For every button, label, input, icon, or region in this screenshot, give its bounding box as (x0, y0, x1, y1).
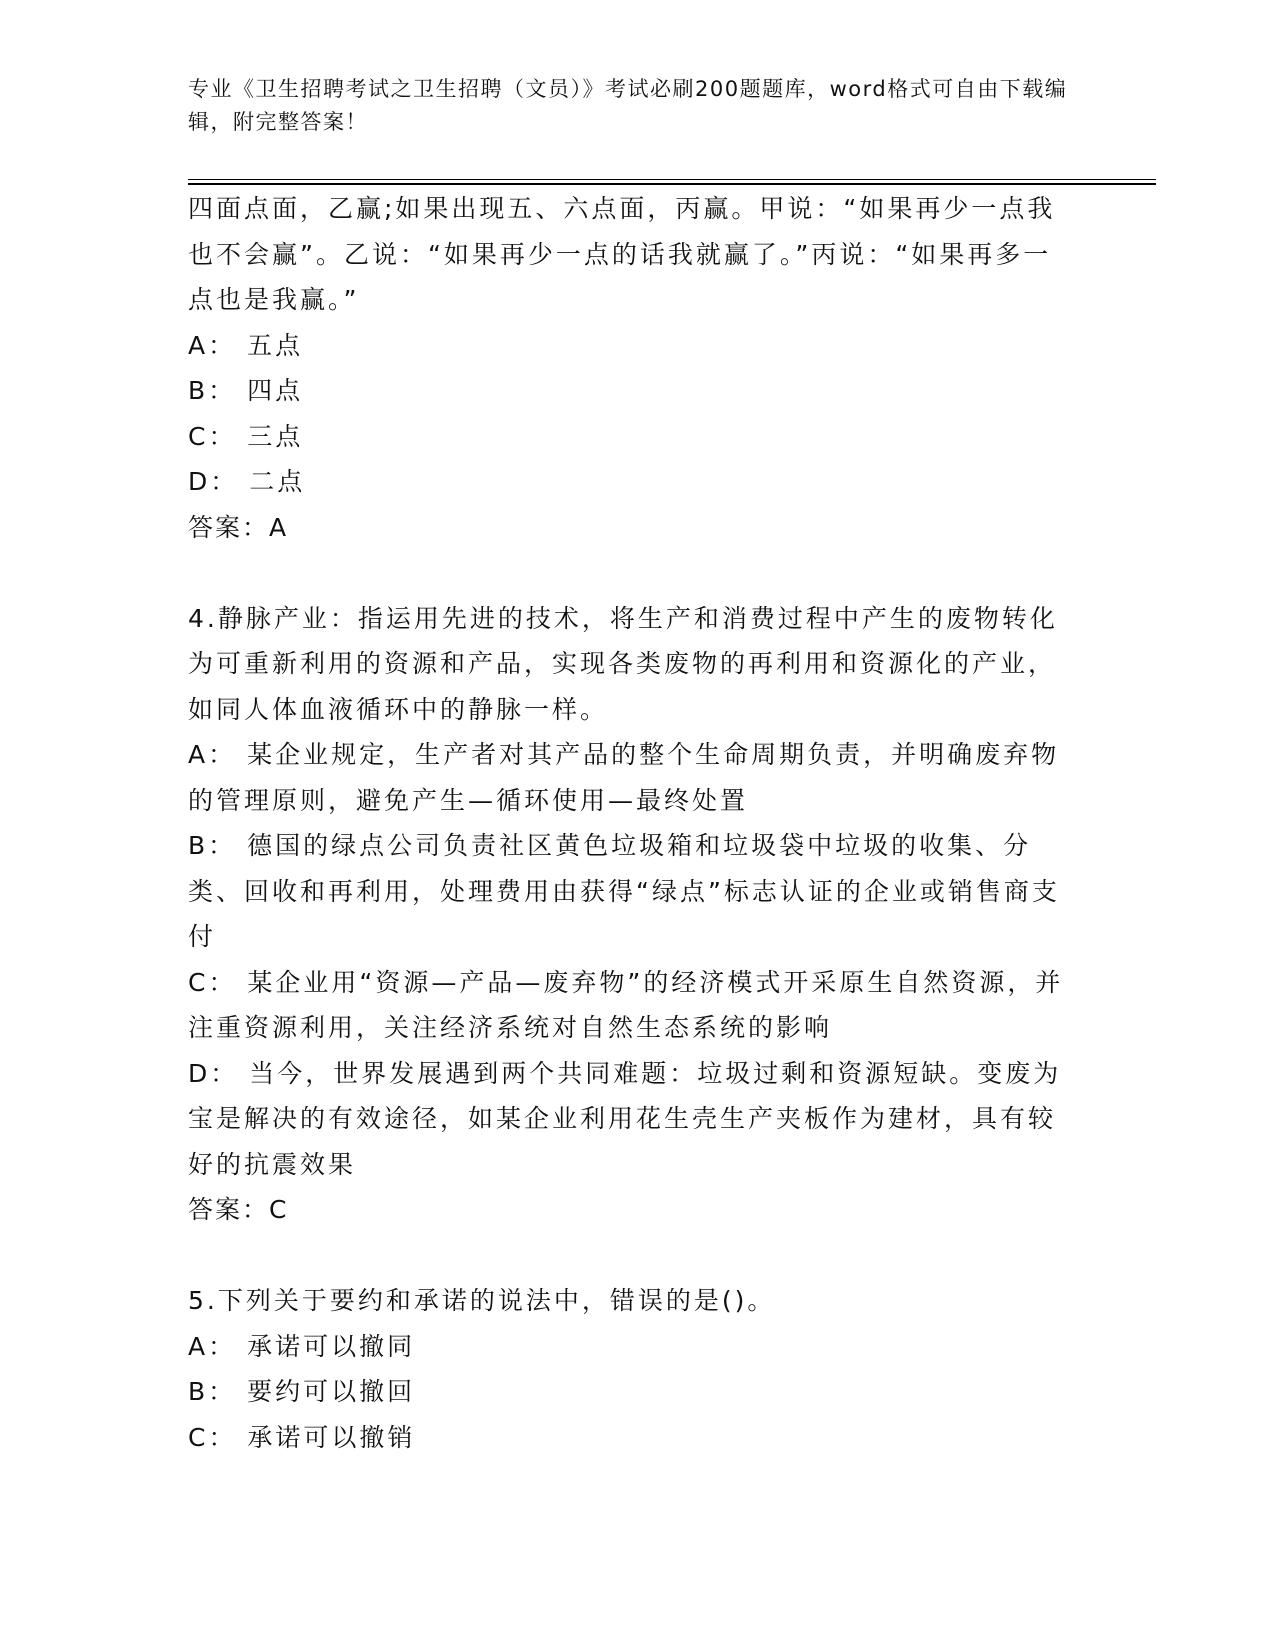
option-text: 某企业规定，生产者对其产品的整个生命周期负责，并明确废弃物的管理原则，避免产生—循环使用—最终处置 (188, 740, 1060, 815)
question-5 (188, 1278, 1078, 1460)
option-label: C： (188, 421, 237, 451)
document-body (188, 186, 1078, 1460)
option-label: B： (188, 376, 237, 405)
spacer (188, 1233, 1078, 1279)
option-a (188, 1324, 1078, 1370)
option-text: 要约可以撤回 (247, 1377, 416, 1406)
answer-line: 答案：A (188, 512, 289, 542)
document-header: 专业《卫生招聘考试之卫生招聘（文员）》考试必刷200题题库，word格式可自由下载编辑，附完整答案！ (188, 77, 1068, 134)
option-c (188, 960, 1078, 1051)
question-3-continued (188, 186, 1078, 550)
option-c (188, 1415, 1078, 1461)
option-text: 三点 (247, 421, 304, 451)
option-text: 承诺可以撤同 (247, 1331, 416, 1361)
option-text: 四点 (247, 376, 304, 405)
option-d (188, 1051, 1078, 1188)
option-b (188, 368, 1078, 414)
option-a (188, 323, 1078, 369)
answer-line: 答案：C (188, 1195, 289, 1224)
option-text: 当今，世界发展遇到两个共同难题：垃圾过剩和资源短缺。变废为宝是解决的有效途径，如某企业利用花生壳生产夹板作为建材，具有较好的抗震效果 (188, 1058, 1062, 1179)
option-b (188, 1369, 1078, 1415)
option-d (188, 459, 1078, 505)
option-a (188, 732, 1078, 823)
option-label: A： (188, 330, 237, 360)
option-label: C： (188, 1422, 237, 1452)
option-label: B： (188, 831, 237, 860)
header-rule-thin (188, 179, 1156, 180)
option-label: D： (188, 1058, 239, 1088)
question-stem: 四面点面，乙赢;如果出现五、六点面，丙赢。甲说：“如果再少一点我也不会赢”。乙说：“如果再少一点的话我就赢了。”丙说：“如果再多一点也是我赢。” (188, 194, 1056, 314)
option-label: C： (188, 967, 237, 997)
option-label: D： (188, 467, 239, 496)
option-text: 某企业用“资源—产品—废弃物”的经济模式开采原生自然资源，并注重资源利用，关注经济系统对自然生态系统的影响 (188, 967, 1064, 1042)
header-rule-thick (188, 183, 1156, 185)
question-stem: 5.下列关于要约和承诺的说法中，错误的是()。 (188, 1286, 776, 1315)
option-c (188, 414, 1078, 460)
option-label: A： (188, 1331, 237, 1361)
option-text: 承诺可以撤销 (247, 1422, 416, 1452)
option-b (188, 823, 1078, 960)
option-label: A： (188, 740, 237, 769)
option-label: B： (188, 1377, 237, 1406)
spacer (188, 550, 1078, 596)
question-4 (188, 596, 1078, 1233)
question-stem: 4.静脉产业：指运用先进的技术，将生产和消费过程中产生的废物转化为可重新利用的资源和产品，实现各类废物的再利用和资源化的产业，如同人体血液循环中的静脉一样。 (188, 603, 1058, 724)
option-text: 德国的绿点公司负责社区黄色垃圾箱和垃圾袋中垃圾的收集、分类、回收和再利用，处理费用由获得“绿点”标志认证的企业或销售商支付 (188, 831, 1060, 951)
option-text: 二点 (249, 467, 306, 496)
option-text: 五点 (247, 330, 304, 360)
